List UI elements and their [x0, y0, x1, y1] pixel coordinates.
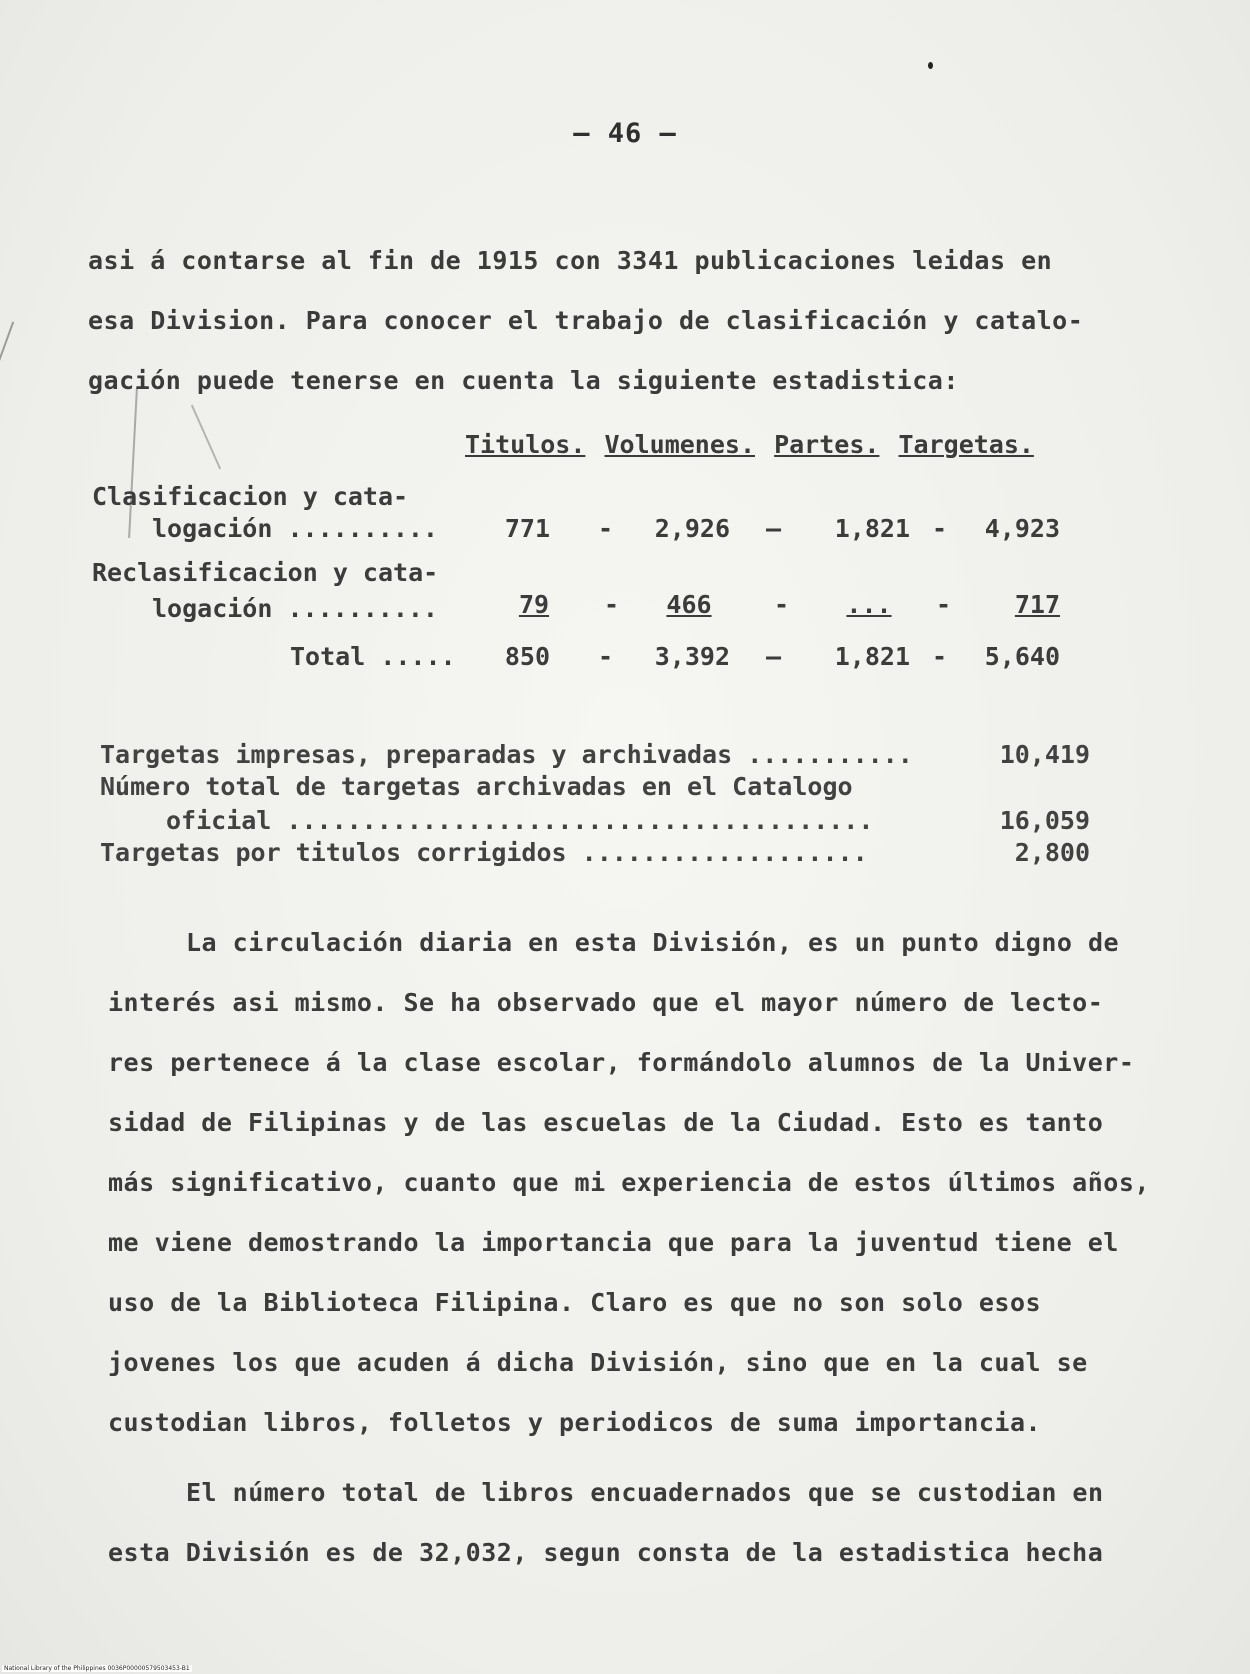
paragraph-line: uso de la Biblioteca Filipina. Claro es que no son solo esos [108, 1288, 1042, 1317]
total-label: Total ..... [290, 642, 456, 671]
row-label-line2: logación .......... [152, 514, 438, 543]
cell-volumenes: 466 [666, 590, 712, 619]
paragraph-line: custodian libros, folletos y periodicos de suma importancia. [108, 1408, 1042, 1437]
paragraph-line: más significativo, cuanto que mi experiencia de estos últimos años, [108, 1168, 1150, 1197]
cell-titulos: 850 [504, 642, 550, 671]
paragraph-line: me viene demostrando la importancia que para la juventud tiene el [108, 1228, 1119, 1257]
cell-targetas: 4,923 [984, 514, 1060, 543]
summary-label: Número total de targetas archivadas en el Catalogo [100, 772, 853, 801]
cell-sep: — [766, 642, 782, 671]
cell-targetas: 717 [1014, 590, 1060, 619]
paragraph-line: esta División es de 32,032, segun consta de la estadistica hecha [108, 1538, 1104, 1567]
paragraph-line: gación puede tenerse en cuenta la siguiente estadistica: [88, 366, 959, 395]
cell-titulos: 79 [518, 590, 550, 619]
summary-label: Targetas por titulos corrigidos ................... [100, 838, 868, 867]
paragraph-line: El número total de libros encuadernados que se custodian en [186, 1478, 1104, 1507]
paragraph-line: asi á contarse al fin de 1915 con 3341 publicaciones leidas en [88, 246, 1053, 275]
cell-sep: - [932, 642, 948, 671]
summary-value: 16,059 [999, 806, 1090, 835]
paragraph-line: esa Division. Para conocer el trabajo de clasificación y catalo- [88, 306, 1084, 335]
summary-value: 2,800 [1014, 838, 1090, 867]
paragraph-line: interés asi mismo. Se ha observado que el mayor número de lecto- [108, 988, 1104, 1017]
paragraph-line: res pertenece á la clase escolar, formándolo alumnos de la Univer- [108, 1048, 1135, 1077]
summary-label: Targetas impresas, preparadas y archivadas ........... [100, 740, 913, 769]
cell-sep: - [932, 514, 948, 543]
cell-titulos: 771 [504, 514, 550, 543]
scan-footer: National Library of the Philippines 0036P00000579503453-B1 [4, 1665, 190, 1672]
cell-partes: ... [846, 590, 892, 619]
paragraph-line: jovenes los que acuden á dicha División, sino que en la cual se [108, 1348, 1088, 1377]
column-header-targetas: Targetas. [898, 430, 1034, 459]
cell-sep: - [598, 514, 614, 543]
cell-sep: - [604, 590, 620, 619]
paragraph-line: La circulación diaria en esta División, es un punto digno de [186, 928, 1120, 957]
column-header-volumenes: Volumenes. [604, 430, 755, 459]
cell-targetas: 5,640 [984, 642, 1060, 671]
column-header-partes: Partes. [774, 430, 880, 459]
cell-sep: - [598, 642, 614, 671]
cell-sep: - [774, 590, 790, 619]
page-number: — 46 — [573, 118, 677, 149]
cell-partes: 1,821 [834, 642, 910, 671]
column-header-titulos: Titulos. [465, 430, 586, 459]
cell-sep: — [766, 514, 782, 543]
cell-partes: 1,821 [834, 514, 910, 543]
summary-label: oficial ....................................... [166, 806, 874, 835]
cell-volumenes: 2,926 [654, 514, 730, 543]
cell-volumenes: 3,392 [654, 642, 730, 671]
paragraph-line: sidad de Filipinas y de las escuelas de la Ciudad. Esto es tanto [108, 1108, 1104, 1137]
row-label-line1: Reclasificacion y cata- [92, 558, 439, 587]
cell-sep: - [936, 590, 952, 619]
row-label-line1: Clasificacion y cata- [92, 482, 409, 511]
row-label-line2: logación .......... [152, 594, 438, 623]
summary-value: 10,419 [999, 740, 1090, 769]
